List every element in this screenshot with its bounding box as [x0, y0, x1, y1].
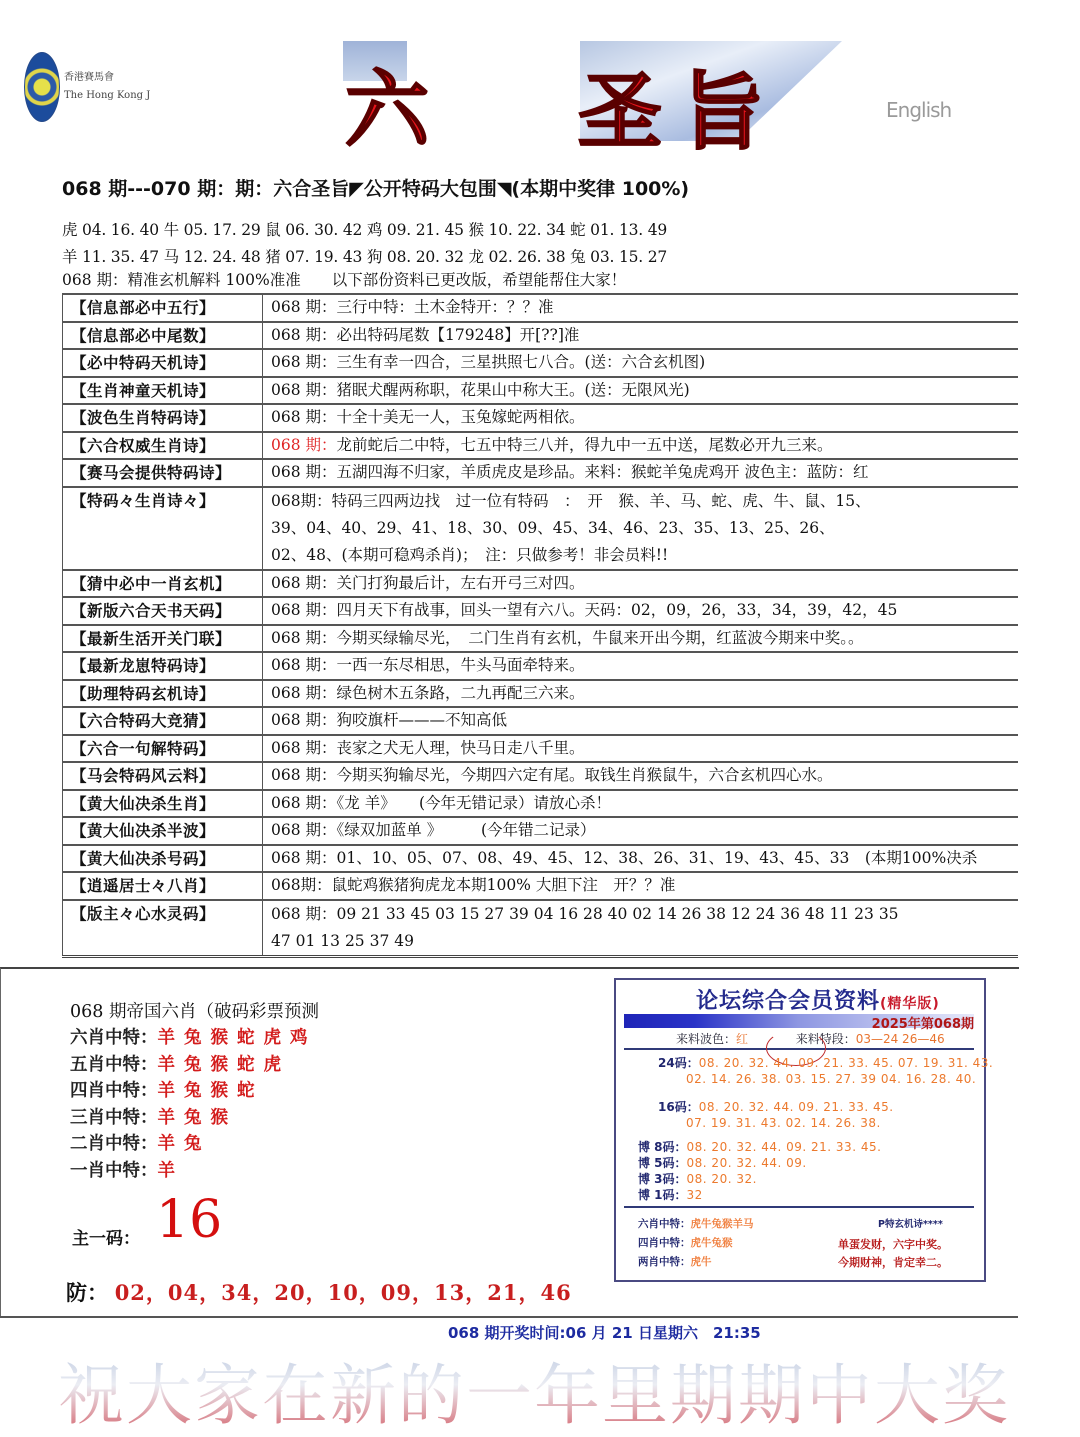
- card-code-values: 07. 19. 31. 43. 02. 14. 26. 38.: [686, 1116, 881, 1130]
- row-label: 【波色生肖特码诗】: [63, 404, 263, 432]
- six-xiao-row: [70, 1157, 342, 1182]
- row-issue-prefix: 068 期：: [271, 325, 337, 344]
- card-title: [696, 984, 940, 1015]
- zodiac-pick: 猴: [210, 1028, 228, 1048]
- row-text: 三生有幸一四合，三星拱照七八合。(送：六合玄机图): [336, 353, 706, 371]
- card-foot-value: 虎牛: [690, 1256, 712, 1268]
- card-code-values: 32: [686, 1188, 703, 1202]
- row-text: 四月天下有战事，回头一望有六八。天码：02，09，26，33，34，39，42，45: [336, 601, 898, 619]
- defend-line: [66, 1277, 572, 1307]
- zodiac-pick: 兔: [184, 1107, 202, 1128]
- row-label: 【猜中必中一肖玄机】: [63, 570, 263, 598]
- row-issue-prefix: 068 期：: [271, 904, 337, 923]
- row-text: 必出特码尾数【179248】开[??]准: [336, 325, 580, 344]
- row-text: 三行中特：土木金特开：？？准: [336, 298, 554, 316]
- zodiac-numbers-line-1: 虎 04. 16. 40 牛 05. 17. 29 鼠 06. 30. 42 鸡 09. 21. 45 猴 10. 22. 34 蛇 01. 13. 49: [62, 221, 668, 239]
- card-foot-row: [638, 1216, 754, 1231]
- six-xiao-row: [70, 1051, 342, 1076]
- draw-time: 068 期开奖时间:06 月 21 日星期六 21:35: [448, 1324, 761, 1342]
- row-text: 龙前蛇后二中特，七五中特三八并，得九中一五中送，尾数必开九三来。: [336, 435, 833, 454]
- zodiac-pick: 蛇: [237, 1054, 255, 1075]
- six-xiao-row: [70, 1024, 342, 1049]
- row-value: [263, 680, 1019, 708]
- zodiac-pick: 羊: [157, 1160, 175, 1181]
- card-code-values: 08. 20. 32. 44. 09. 21. 33. 45.: [686, 1140, 882, 1154]
- six-xiao-title: 068 期帝国六肖（破码彩票预测: [70, 1002, 319, 1022]
- card-code-row: [658, 1098, 894, 1115]
- row-issue-prefix: 068 期：: [271, 380, 337, 399]
- card-foot-label: 两肖中特：: [638, 1256, 691, 1268]
- row-text: 01、10、05、07、08、49、45、12、38、26、31、19、43、45、33 (本期100%决杀: [336, 848, 978, 867]
- table-row: [63, 680, 1019, 708]
- row-issue-prefix: 068 期：: [271, 628, 337, 647]
- card-foot-label: 六肖中特：: [638, 1218, 691, 1230]
- row-value: [263, 487, 1019, 570]
- row-text: 关门打狗最后计，左右开弓三对四。: [336, 573, 585, 592]
- row-value: [263, 432, 1019, 460]
- row-label: 【信息部必中五行】: [63, 294, 263, 322]
- card-foot-label: 四肖中特：: [638, 1237, 691, 1249]
- row-label: 【最新龙崽特码诗】: [63, 652, 263, 680]
- card-code-values: 08. 20. 32. 44. 09. 21. 33. 45. 07. 19. 31. 43.: [698, 1056, 994, 1070]
- banner-char-3: 旨: [680, 62, 765, 161]
- row-value: [263, 294, 1019, 322]
- table-row: [63, 762, 1019, 790]
- row-value: [263, 322, 1019, 350]
- row-label: 【版主々心水灵码】: [63, 900, 263, 957]
- zodiac-pick: 兔: [184, 1054, 202, 1075]
- card-code-label: 博 8码：: [638, 1140, 687, 1154]
- row-text: 丧家之犬无人理，快马日走八千里。: [336, 738, 585, 757]
- table-row: [63, 404, 1019, 432]
- card-poem-line-2: 今期财神，肯定幸二。: [838, 1256, 948, 1269]
- english-link[interactable]: English: [886, 98, 952, 122]
- row-text-line: 02、48、(本期可稳鸡杀肖)； 注：只做参考！非会员料!!: [271, 545, 669, 564]
- table-row: [63, 487, 1019, 570]
- row-text: 猪眠犬醒两称职，花果山中称大王。(送：无限风光): [336, 380, 690, 399]
- defend-numbers: 02，04，34，20，10，09，13，21，46: [114, 1280, 572, 1305]
- row-issue-prefix: 068 期：: [271, 573, 337, 592]
- row-label: 【特码々生肖诗々】: [63, 487, 263, 570]
- table-row: [63, 459, 1019, 487]
- table-row: [63, 790, 1019, 818]
- row-label: 【助理特码玄机诗】: [63, 680, 263, 708]
- six-xiao-row-label: 五肖中特：: [70, 1054, 158, 1075]
- card-foot-value: 虎牛兔猴: [690, 1237, 733, 1249]
- six-xiao-row-label: 一肖中特：: [70, 1160, 158, 1181]
- row-issue-prefix: 068 期：: [271, 601, 337, 619]
- row-label: 【生肖神童天机诗】: [63, 377, 263, 405]
- main-number: 16: [156, 1190, 223, 1250]
- row-value: [263, 349, 1019, 377]
- row-issue-prefix: 068 期：: [271, 766, 337, 784]
- zodiac-pick: 兔: [184, 1134, 202, 1154]
- row-label: 【六合特码大竞猜】: [63, 707, 263, 735]
- table-row: [63, 735, 1019, 763]
- row-value: [263, 625, 1019, 653]
- zodiac-pick: 羊: [157, 1028, 175, 1048]
- card-code-row: [638, 1170, 757, 1187]
- six-xiao-row-label: 二肖中特：: [70, 1134, 158, 1154]
- row-issue-prefix: 068 期：: [271, 711, 337, 729]
- card-code-values: 02. 14. 26. 38. 03. 15. 27. 39 04. 16. 28. 40.: [686, 1072, 977, 1086]
- zodiac-pick: 猴: [210, 1054, 228, 1075]
- table-row: [63, 845, 1019, 873]
- row-text: 《龙 羊》 (今年无错记录）请放心杀！: [336, 793, 611, 812]
- table-row: [63, 625, 1019, 653]
- card-code-label: 博 1码：: [638, 1188, 687, 1202]
- row-issue-prefix: 068 期：: [271, 298, 337, 316]
- row-issue-prefix: 068 期：: [271, 821, 337, 839]
- table-row: [63, 432, 1019, 460]
- zodiac-pick: 虎: [263, 1028, 281, 1048]
- row-value: [263, 872, 1019, 900]
- card-divider-bottom: [624, 1206, 974, 1208]
- card-code-label: 博 5码：: [638, 1156, 687, 1170]
- row-issue-prefix: 068 期：: [271, 656, 337, 674]
- greeting-banner: 祝大家在新的一年里期期中大奖: [58, 1342, 1010, 1437]
- row-text: 今期买狗输尽光，今期四六定有尾。取钱生肖猴鼠牛，六合玄机四心水。: [336, 766, 833, 784]
- row-label: 【新版六合天书天码】: [63, 597, 263, 625]
- table-row: [63, 872, 1019, 900]
- row-text: 五湖四海不归家，羊质虎皮是珍品。来料：猴蛇羊兔虎鸡开 波色主：蓝防：红: [336, 463, 869, 481]
- row-value: [263, 900, 1019, 957]
- page-title: 068 期---070 期：期：六合圣旨◤公开特码大包围◥(本期中奖律 100%): [62, 178, 690, 200]
- card-year-issue: 2025年第068期: [871, 1017, 974, 1032]
- zodiac-pick: 羊: [157, 1134, 175, 1154]
- row-label: 【信息部必中尾数】: [63, 322, 263, 350]
- table-row: [63, 652, 1019, 680]
- card-code-label: 博 3码：: [638, 1172, 687, 1186]
- row-issue-prefix: 068 期：: [271, 793, 337, 812]
- row-text: 今期买绿输尽光， 二门生肖有玄机，牛鼠来开出今期，红蓝波今期来中奖。。: [336, 628, 864, 647]
- row-label: 【黄大仙决杀半波】: [63, 817, 263, 845]
- row-label: 【六合一句解特码】: [63, 735, 263, 763]
- row-issue-prefix: 068 期：: [271, 463, 337, 481]
- card-code-label: 24码：: [658, 1056, 699, 1070]
- card-code-row: [686, 1116, 881, 1130]
- info-table: [62, 293, 1018, 958]
- card-code-row: [638, 1138, 881, 1155]
- card-code-values: 08. 20. 32. 44. 09.: [686, 1156, 807, 1170]
- zodiac-pick: 蛇: [237, 1028, 255, 1048]
- row-issue-prefix: 068 期：: [271, 683, 337, 702]
- row-value: [263, 597, 1019, 625]
- card-foot-row: [638, 1254, 712, 1269]
- row-value: [263, 790, 1019, 818]
- row-value: [263, 404, 1019, 432]
- row-issue-prefix: 068 期：: [271, 353, 337, 371]
- zodiac-pick: 羊: [157, 1107, 175, 1128]
- segment-label: 来料特段：: [795, 1032, 856, 1046]
- main-number-label: 主一码：: [72, 1229, 140, 1249]
- row-text: 一西一东尽相思，牛头马面牵特来。: [336, 656, 585, 674]
- source-label: 来料波色：: [676, 1032, 737, 1046]
- card-edition: (精华版): [880, 996, 940, 1012]
- row-text: 狗咬旗杆———不知高低: [336, 711, 508, 729]
- member-data-card: [614, 978, 994, 1282]
- row-value: [263, 735, 1019, 763]
- row-label: 【赛马会提供特码诗】: [63, 459, 263, 487]
- six-xiao-row: [70, 1130, 342, 1155]
- row-label: 【逍遥居士々八肖】: [63, 872, 263, 900]
- row-issue-prefix: 068 期：: [271, 848, 337, 867]
- six-xiao-row: [70, 1077, 342, 1102]
- card-code-values: 08. 20. 32. 44. 09. 21. 33. 45.: [698, 1100, 894, 1114]
- card-poem-line-1: 单蛋发财，六字中奖。: [838, 1238, 948, 1251]
- row-text: 绿色树木五条路，二九再配三六来。: [336, 683, 585, 702]
- card-code-row: [686, 1072, 976, 1086]
- row-value: [263, 762, 1019, 790]
- zodiac-pick: 羊: [157, 1081, 175, 1101]
- row-issue-prefix: 068 期：: [271, 408, 337, 426]
- row-value: [263, 570, 1019, 598]
- table-row: [63, 817, 1019, 845]
- row-value: [263, 377, 1019, 405]
- row-text-line: 39、04、40、29、41、18、30、09、45、34、46、23、35、13、25、26、: [271, 518, 835, 537]
- row-text: 十全十美无一人，玉兔嫁蛇两相依。: [336, 408, 585, 426]
- row-label: 【黄大仙决杀号码】: [63, 845, 263, 873]
- table-row: [63, 377, 1019, 405]
- row-value: [263, 652, 1019, 680]
- row-value: [263, 817, 1019, 845]
- banner-char-2: 圣: [578, 62, 663, 161]
- zodiac-pick: 兔: [184, 1081, 202, 1101]
- card-code-row: [638, 1154, 807, 1171]
- zodiac-pick: 虎: [263, 1054, 281, 1075]
- table-row: [63, 349, 1019, 377]
- row-label: 【马会特码风云料】: [63, 762, 263, 790]
- row-issue-prefix: 068 期：: [271, 738, 337, 757]
- row-label: 【必中特码天机诗】: [63, 349, 263, 377]
- row-value: [263, 459, 1019, 487]
- table-row: [63, 597, 1019, 625]
- intro-line: 068 期：精准玄机解料 100%准准 以下部份资料已更改版，希望能帮住大家！: [62, 271, 627, 289]
- row-value: [263, 707, 1019, 735]
- row-text-line: 47 01 13 25 37 49: [271, 931, 414, 950]
- zodiac-pick: 猴: [210, 1081, 228, 1101]
- zodiac-pick: 蛇: [237, 1081, 255, 1101]
- card-code-row: [658, 1054, 993, 1071]
- zodiac-pick: 鸡: [290, 1028, 308, 1048]
- segment-value: 03—24 26—46: [855, 1032, 945, 1046]
- source-value: 红: [736, 1032, 749, 1046]
- row-text: 《绿双加蓝单 》 (今年错二记录）: [336, 821, 596, 839]
- row-text-line: 09 21 33 45 03 15 27 39 04 16 28 40 02 14 26 38 12 24 36 48 11 23 35: [336, 904, 899, 923]
- logo-text-en: The Hong Kong J: [64, 90, 151, 101]
- row-issue-prefix: 068期：: [271, 491, 332, 510]
- zodiac-pick: 猴: [210, 1107, 228, 1128]
- card-foot-value: 虎牛兔猴羊马: [690, 1218, 754, 1230]
- hkjc-logo-icon: [24, 52, 60, 122]
- row-label: 【黄大仙决杀生肖】: [63, 790, 263, 818]
- row-value: [263, 845, 1019, 873]
- card-poem-title: P特玄机诗****: [878, 1219, 943, 1230]
- six-xiao-row-label: 四肖中特：: [70, 1081, 158, 1101]
- table-row: [63, 570, 1019, 598]
- card-code-values: 08. 20. 32.: [686, 1172, 757, 1186]
- table-row: [63, 900, 1019, 957]
- row-text: 鼠蛇鸡猴猪狗虎龙本期100% 大胆下注 开？？准: [331, 876, 676, 894]
- table-row: [63, 294, 1019, 322]
- row-text-line: 特码三四两边找 过一位有特码 ： 开 猴、羊、马、蛇、虎、牛、鼠、15、: [331, 491, 871, 510]
- zodiac-numbers-line-2: 羊 11. 35. 47 马 12. 24. 48 猪 07. 19. 43 狗 08. 20. 32 龙 02. 26. 38 兔 03. 15. 27: [62, 248, 668, 266]
- six-xiao-row-label: 三肖中特：: [70, 1107, 158, 1128]
- row-issue-prefix: 068 期：: [271, 435, 337, 454]
- zodiac-pick: 兔: [184, 1028, 202, 1048]
- row-label: 【六合权威生肖诗】: [63, 432, 263, 460]
- table-row: [63, 322, 1019, 350]
- section-divider: [0, 1316, 1018, 1318]
- row-issue-prefix: 068期：: [271, 876, 332, 894]
- six-xiao-row-label: 六肖中特：: [70, 1028, 158, 1048]
- six-xiao-row: [70, 1104, 342, 1129]
- card-code-label: 16码：: [658, 1100, 699, 1114]
- card-title-text: 论坛综合会员资料: [696, 989, 881, 1014]
- zodiac-pick: 羊: [157, 1054, 175, 1075]
- table-row: [63, 707, 1019, 735]
- banner-char-1: 六: [345, 60, 430, 159]
- card-foot-row: [638, 1235, 733, 1250]
- card-code-row: [638, 1186, 703, 1203]
- defend-label: 防：: [66, 1280, 108, 1305]
- row-label: 【最新生活开关门联】: [63, 625, 263, 653]
- logo-text-cn: 香港賽馬會: [64, 72, 114, 83]
